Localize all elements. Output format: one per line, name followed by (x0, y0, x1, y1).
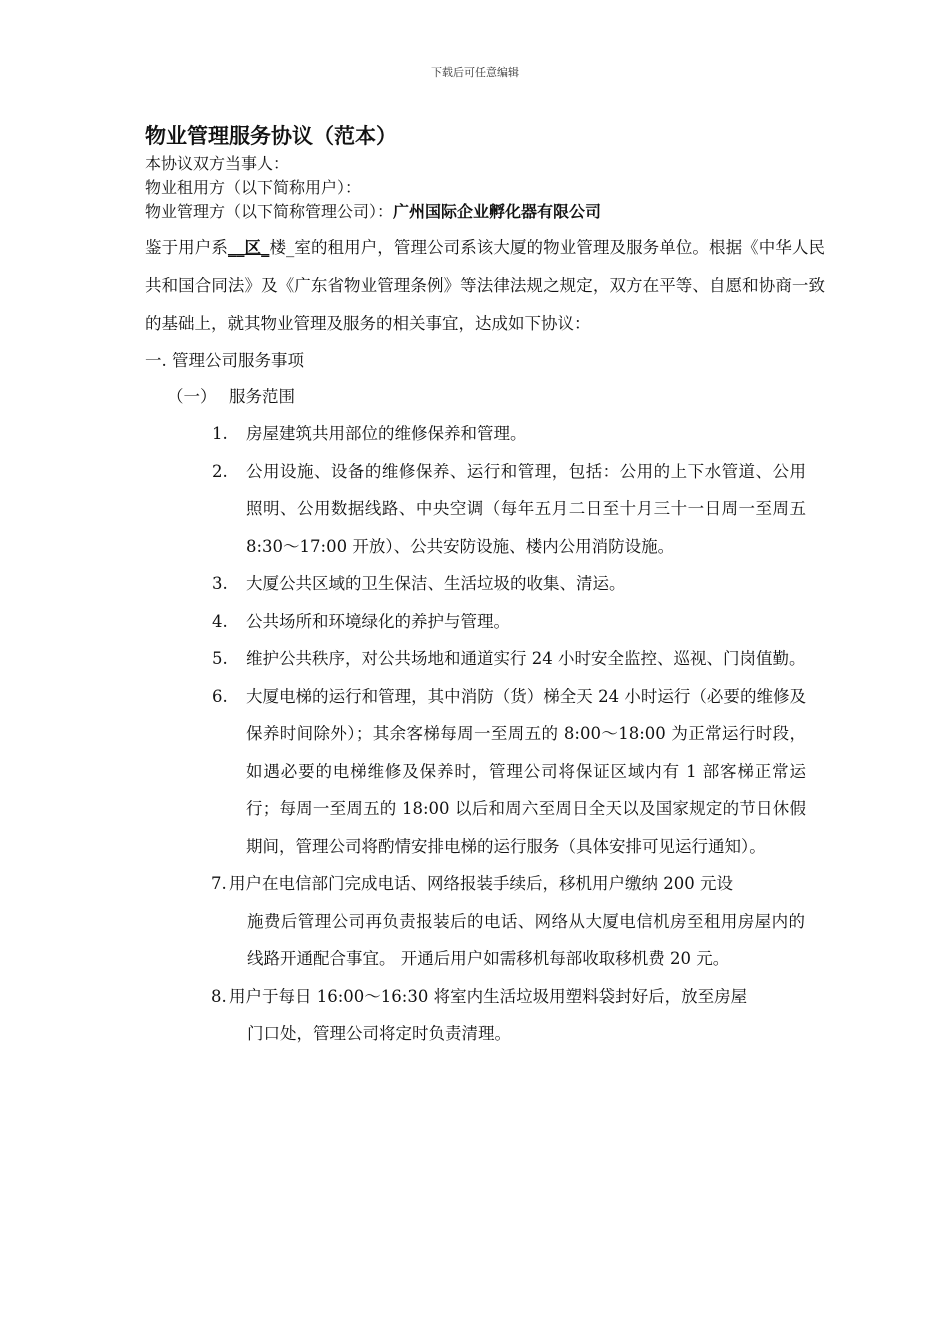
list-item-first-line: 用户于每日 16:00～16:30 将室内生活垃圾用塑料袋封好后，放至房屋 (229, 986, 748, 1006)
list-item-number: 8. (211, 986, 227, 1006)
list-item-number: 1. (212, 424, 228, 443)
list-item-text: 大厦电梯的运行和管理，其中消防（货）梯全天 24 小时运行（必要的维修及保养时间除外）；其余客梯每周一至周五的 8:00～18:00 为正常运行时段，如遇必要的电梯维修及保养时，管理公司将保证区域内有 1 部客梯正常运行；每周一至周五的 18:00 以后和周六至周日全天以及国家规定的节日休假期间，管理公司将酌情安排电梯的运行服务（具体安排可见运行通知）。 (246, 686, 806, 856)
list-item-number: 4. (212, 611, 228, 631)
list-item (145, 603, 825, 641)
page-header: 下载后可任意编辑 (431, 66, 519, 79)
list-item-text: 公共场所和环境绿化的养护与管理。 (246, 611, 510, 631)
manager-label: 物业管理方（以下简称管理公司）： (145, 202, 394, 221)
list-item-number: 2. (212, 461, 228, 481)
list-item-number: 7. (211, 874, 227, 893)
list-item-text: 公用设施、设备的维修保养、运行和管理，包括：公用的上下水管道、公用照明、公用数据线路、中央空调（每年五月二日至十月三十一日周一至周五 8:30～17:00 开放）、公共安防设施、楼内公用消防设施。 (246, 461, 806, 556)
tenant-line: 物业租用方（以下简称用户）： (145, 178, 362, 197)
list-item (145, 865, 825, 978)
list-item (145, 453, 825, 566)
list-item-first-line: 用户在电信部门完成电话、网络报装手续后，移机用户缴纳 200 元设 (229, 874, 733, 893)
section-heading: 一. 管理公司服务事项 (145, 351, 304, 370)
preamble-part1: 鉴于用户系 (145, 238, 228, 257)
list-item (145, 415, 825, 453)
list-item-text: 房屋建筑共用部位的维修保养和管理。 (246, 424, 527, 443)
subsection-label: 服务范围 (229, 387, 295, 406)
list-item (145, 978, 825, 1053)
preamble-part2: 楼_室的租用户，管理公司系该大厦的物业管理及服务单位。根据《中华人民共和国合同法》及《广东省物业管理条例》等法律法规之规定，双方在平等、自愿和协商一致的基础上，就其物业管理及服务的相关事宜，达成如下协议： (145, 238, 826, 333)
list-item (145, 640, 825, 678)
parties-intro: 本协议双方当事人： (145, 154, 290, 173)
list-item-number: 5. (212, 649, 228, 668)
list-item-text (229, 865, 805, 978)
list-item-number: 6. (212, 686, 228, 706)
service-scope-list (145, 415, 825, 1053)
list-item-text: 维护公共秩序，对公共场地和通道实行 24 小时安全监控、巡视、门岗值勤。 (246, 649, 806, 668)
manager-company-name: 广州国际企业孵化器有限公司 (393, 202, 602, 221)
list-item-number: 3. (212, 574, 228, 593)
list-item (145, 565, 825, 603)
subsection-mark: （一） (167, 387, 217, 406)
list-item-continuation: 施费后管理公司再负责报装后的电话、网络从大厦电信机房至租用房屋内的线路开通配合事宜。 开通后用户如需移机每部收取移机费 20 元。 (247, 911, 805, 968)
preamble-paragraph (145, 229, 825, 343)
manager-line (145, 200, 825, 224)
list-item-text: 大厦公共区域的卫生保洁、生活垃圾的收集、清运。 (246, 574, 626, 593)
list-item-text (229, 978, 805, 1053)
preamble-blank: __区_ (227, 238, 270, 257)
document-body (145, 120, 825, 1053)
subsection-heading (145, 379, 825, 415)
list-item-continuation: 门口处，管理公司将定时负责清理。 (247, 1024, 511, 1043)
list-item (145, 678, 825, 866)
document-title: 物业管理服务协议（范本） (145, 124, 397, 148)
